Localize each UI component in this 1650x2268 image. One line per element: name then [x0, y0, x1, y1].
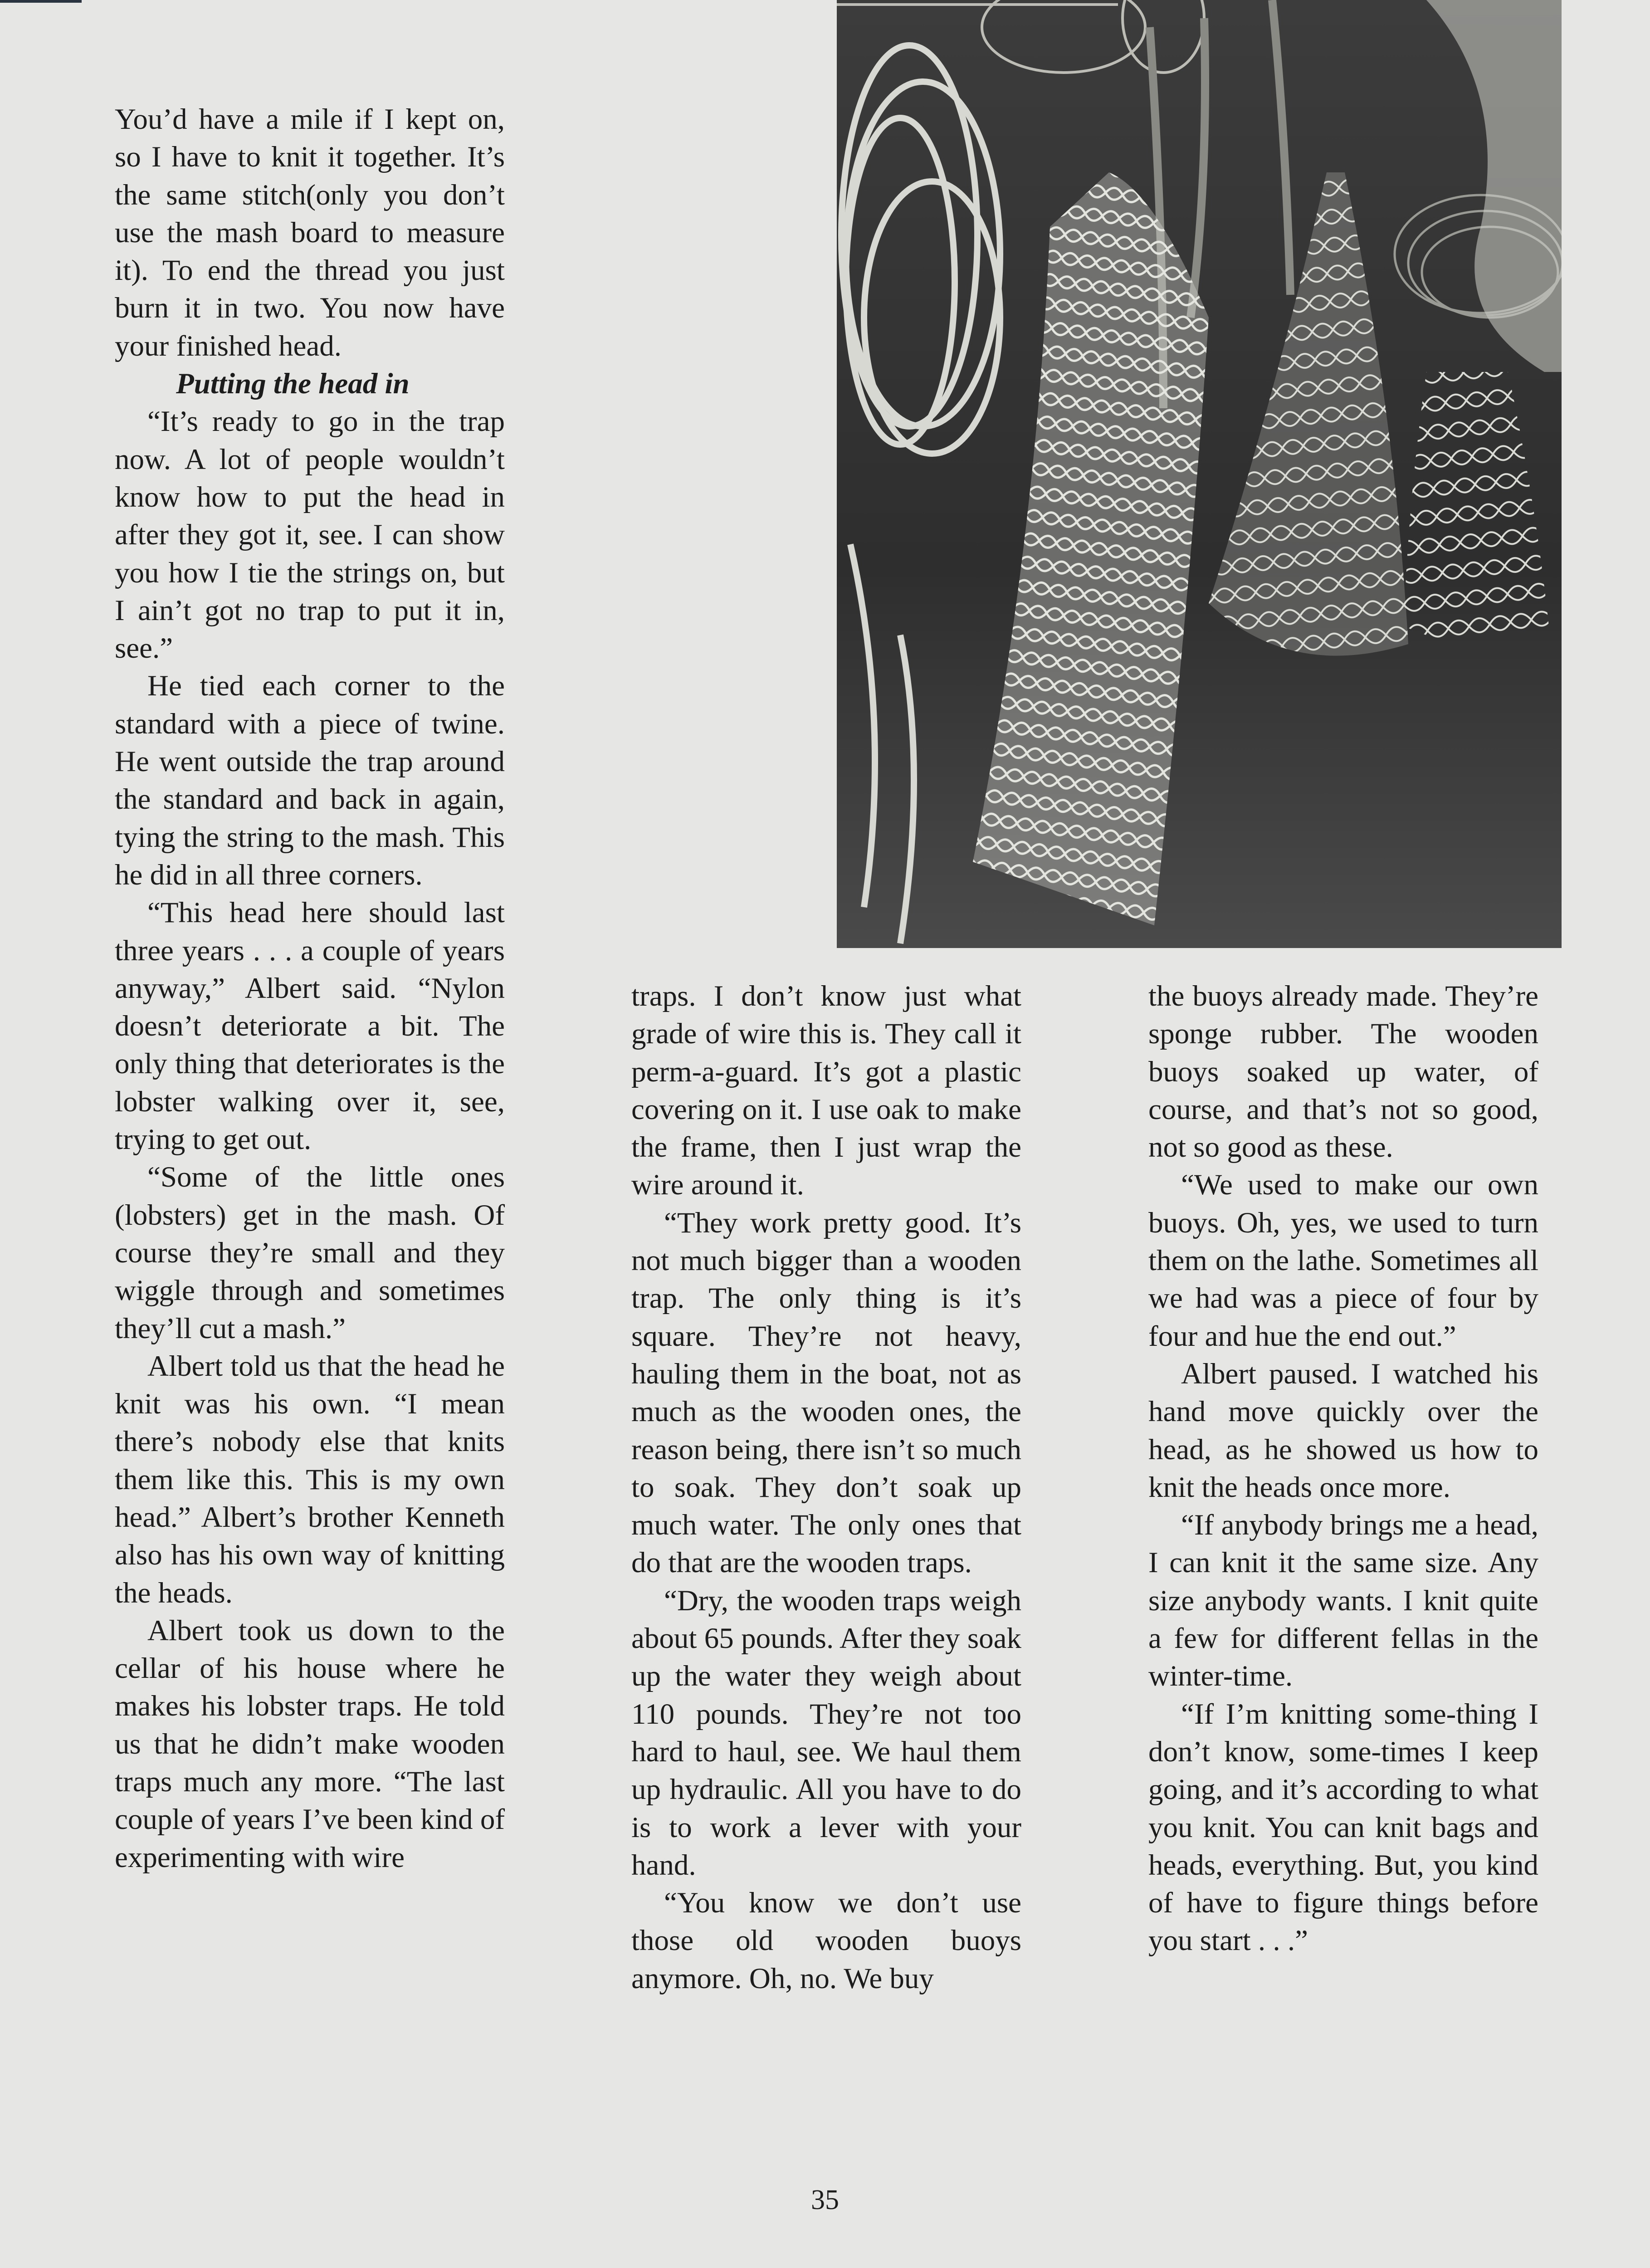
text-column-middle: [631, 978, 1021, 1998]
paragraph: “We used to make our own buoys. Oh, yes, we used to turn them on the lathe. Sometimes all we had was a piece of four by four and hue the end out.”: [1148, 1168, 1538, 1353]
photo-illustration: [837, 0, 1562, 948]
paragraph: Albert told us that the head he knit was his own. “I mean there’s nobody else that knits them like this. This is my own head.” Albert’s brother Kenneth also has his own way of knitting the heads.: [115, 1349, 505, 1609]
paragraph: “Dry, the wooden traps weigh about 65 pounds. After they soak up the water they weigh about 110 pounds. They’re not too hard to haul, see. We haul them up hydraulic. All you have to do is to work a lever with your hand.: [631, 1584, 1021, 1882]
corner-scan-mark: [0, 0, 82, 3]
paragraph: “Some of the little ones (lobsters) get in the mash. Of course they’re small and they wiggle through and sometimes they’ll cut a mash.”: [115, 1161, 505, 1345]
paragraph: “They work pretty good. It’s not much bigger than a wooden trap. The only thing is it’s square. They’re not heavy, hauling them in the boat, not as much as the wooden ones, the reason being, there isn’t so much to soak. They don’t soak up much water. The only ones that do that are the wooden traps.: [631, 1206, 1021, 1579]
paragraph: “It’s ready to go in the trap now. A lot of people wouldn’t know how to put the head in after they got it, see. I can show you how I tie the strings on, but I ain’t got no trap to put it in, see.”: [115, 405, 505, 665]
paragraph: “You know we don’t use those old wooden buoys anymore. Oh, no. We buy: [631, 1887, 1021, 1995]
section-subheading: Putting the head in: [176, 367, 410, 401]
paragraph: the buoys already made. They’re sponge rubber. The wooden buoys soaked up water, of course, and that’s not so good, not so good as these.: [1148, 980, 1538, 1164]
paragraph: traps. I don’t know just what grade of wire this is. They call it perm-a-guard. It’s got a plastic covering on it. I use oak to make the frame, then I just wrap the wire around it.: [631, 980, 1021, 1202]
text-column-left: [115, 101, 505, 1877]
paragraph: Albert took us down to the cellar of his house where he makes his lobster traps. He told us that he didn’t make wooden traps much any more. “The last couple of years I’ve been kind of experimenting with wire: [115, 1614, 505, 1874]
paragraph: “If anybody brings me a head, I can knit it the same size. Any size anybody wants. I knit quite a few for different fellas in the winter-time.: [1148, 1509, 1538, 1693]
text-column-right: [1148, 978, 1538, 1960]
paragraph: Albert paused. I watched his hand move quickly over the head, as he showed us how to knit the heads once more.: [1148, 1357, 1538, 1504]
page-number: 35: [811, 2185, 839, 2215]
paragraph: He tied each corner to the standard with a piece of twine. He went outside the trap around the standard and back in again, tying the string to the mash. This he did in all three corners.: [115, 670, 505, 891]
paragraph: “If I’m knitting some-thing I don’t know, some-times I keep going, and it’s according to what you knit. You can knit bags and heads, everything. But, you kind of have to figure things before you start . . .”: [1148, 1697, 1538, 1957]
paragraph: You’d have a mile if I kept on, so I have to knit it together. It’s the same stitch(only you don’t use the mash board to measure it). To end the thread you just burn it in two. You now have your finished head.: [115, 103, 505, 362]
photo-net-heads: [837, 0, 1562, 948]
paragraph: “This head here should last three years . . . a couple of years anyway,” Albert said. “Nylon doesn’t deteriorate a bit. The only thing that deteriorates is the lobster walking over it, see, trying to get out.: [115, 896, 505, 1156]
